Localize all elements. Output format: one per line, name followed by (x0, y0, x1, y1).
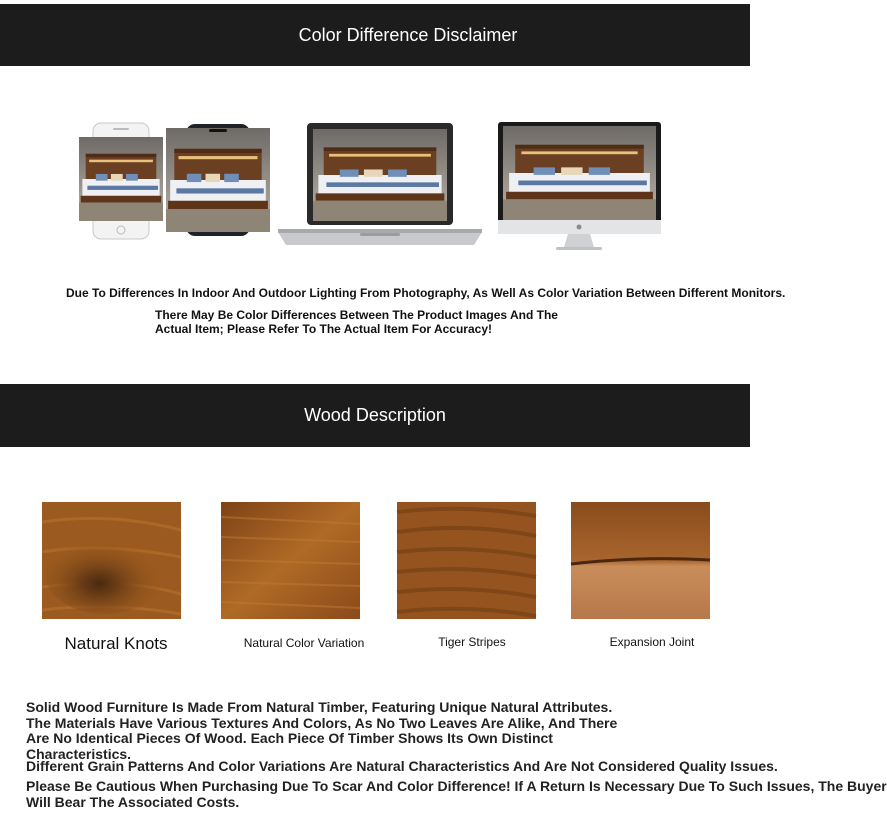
expansion-joint-label: Expansion Joint (609, 635, 695, 649)
desktop-monitor (498, 122, 661, 250)
disclaimer-text-line1: Due To Differences In Indoor And Outdoor Lighting From Photography, As Well As Color Variation Between Different Monitors. (66, 286, 786, 300)
tiger-stripes-swatch (397, 502, 536, 619)
natural-knots-swatch (42, 502, 181, 619)
color-difference-heading: Color Difference Disclaimer (298, 24, 518, 45)
wood-description-heading: Wood Description (304, 405, 446, 425)
expansion-joint-swatch (571, 502, 710, 619)
laptop (278, 123, 482, 245)
phone-dark (166, 124, 270, 236)
wood-paragraph-2-line1: Different Grain Patterns And Color Variations Are Natural Characteristics And Are Not Considered Quality Issues. (26, 758, 778, 774)
phone-white (79, 123, 163, 239)
wood-paragraph-2-line2: Please Be Cautious When Purchasing Due To Scar And Color Difference! If A Return Is Necessary Due To Such Issues, The Buyer (26, 778, 887, 794)
wood-paragraph-2-line3: Will Bear The Associated Costs. (26, 794, 240, 810)
wood-paragraph-1: Solid Wood Furniture Is Made From Natural Timber, Featuring Unique Natural Attributes. The Materials Have Various Textures And Colors, As No Two Leaves Are Alike, And There Are No Identical Pieces Of Wood. Each Piece Of Timber Shows Its Own Distinct Characteristics. (26, 699, 618, 762)
wood-paragraph-2 (26, 758, 887, 810)
natural-color-variation-label: Natural Color Variation (243, 636, 365, 650)
natural-color-variation-swatch (221, 502, 360, 619)
disclaimer-text-line2: There May Be Color Differences Between The Product Images And The Actual Item; Please Refer To The Actual Item For Accuracy! (155, 308, 558, 336)
tiger-stripes-label: Tiger Stripes (438, 635, 506, 649)
natural-knots-label: Natural Knots (64, 634, 168, 653)
wood-description-banner (0, 384, 750, 447)
devices-illustration (0, 115, 750, 265)
color-difference-banner (0, 4, 750, 66)
